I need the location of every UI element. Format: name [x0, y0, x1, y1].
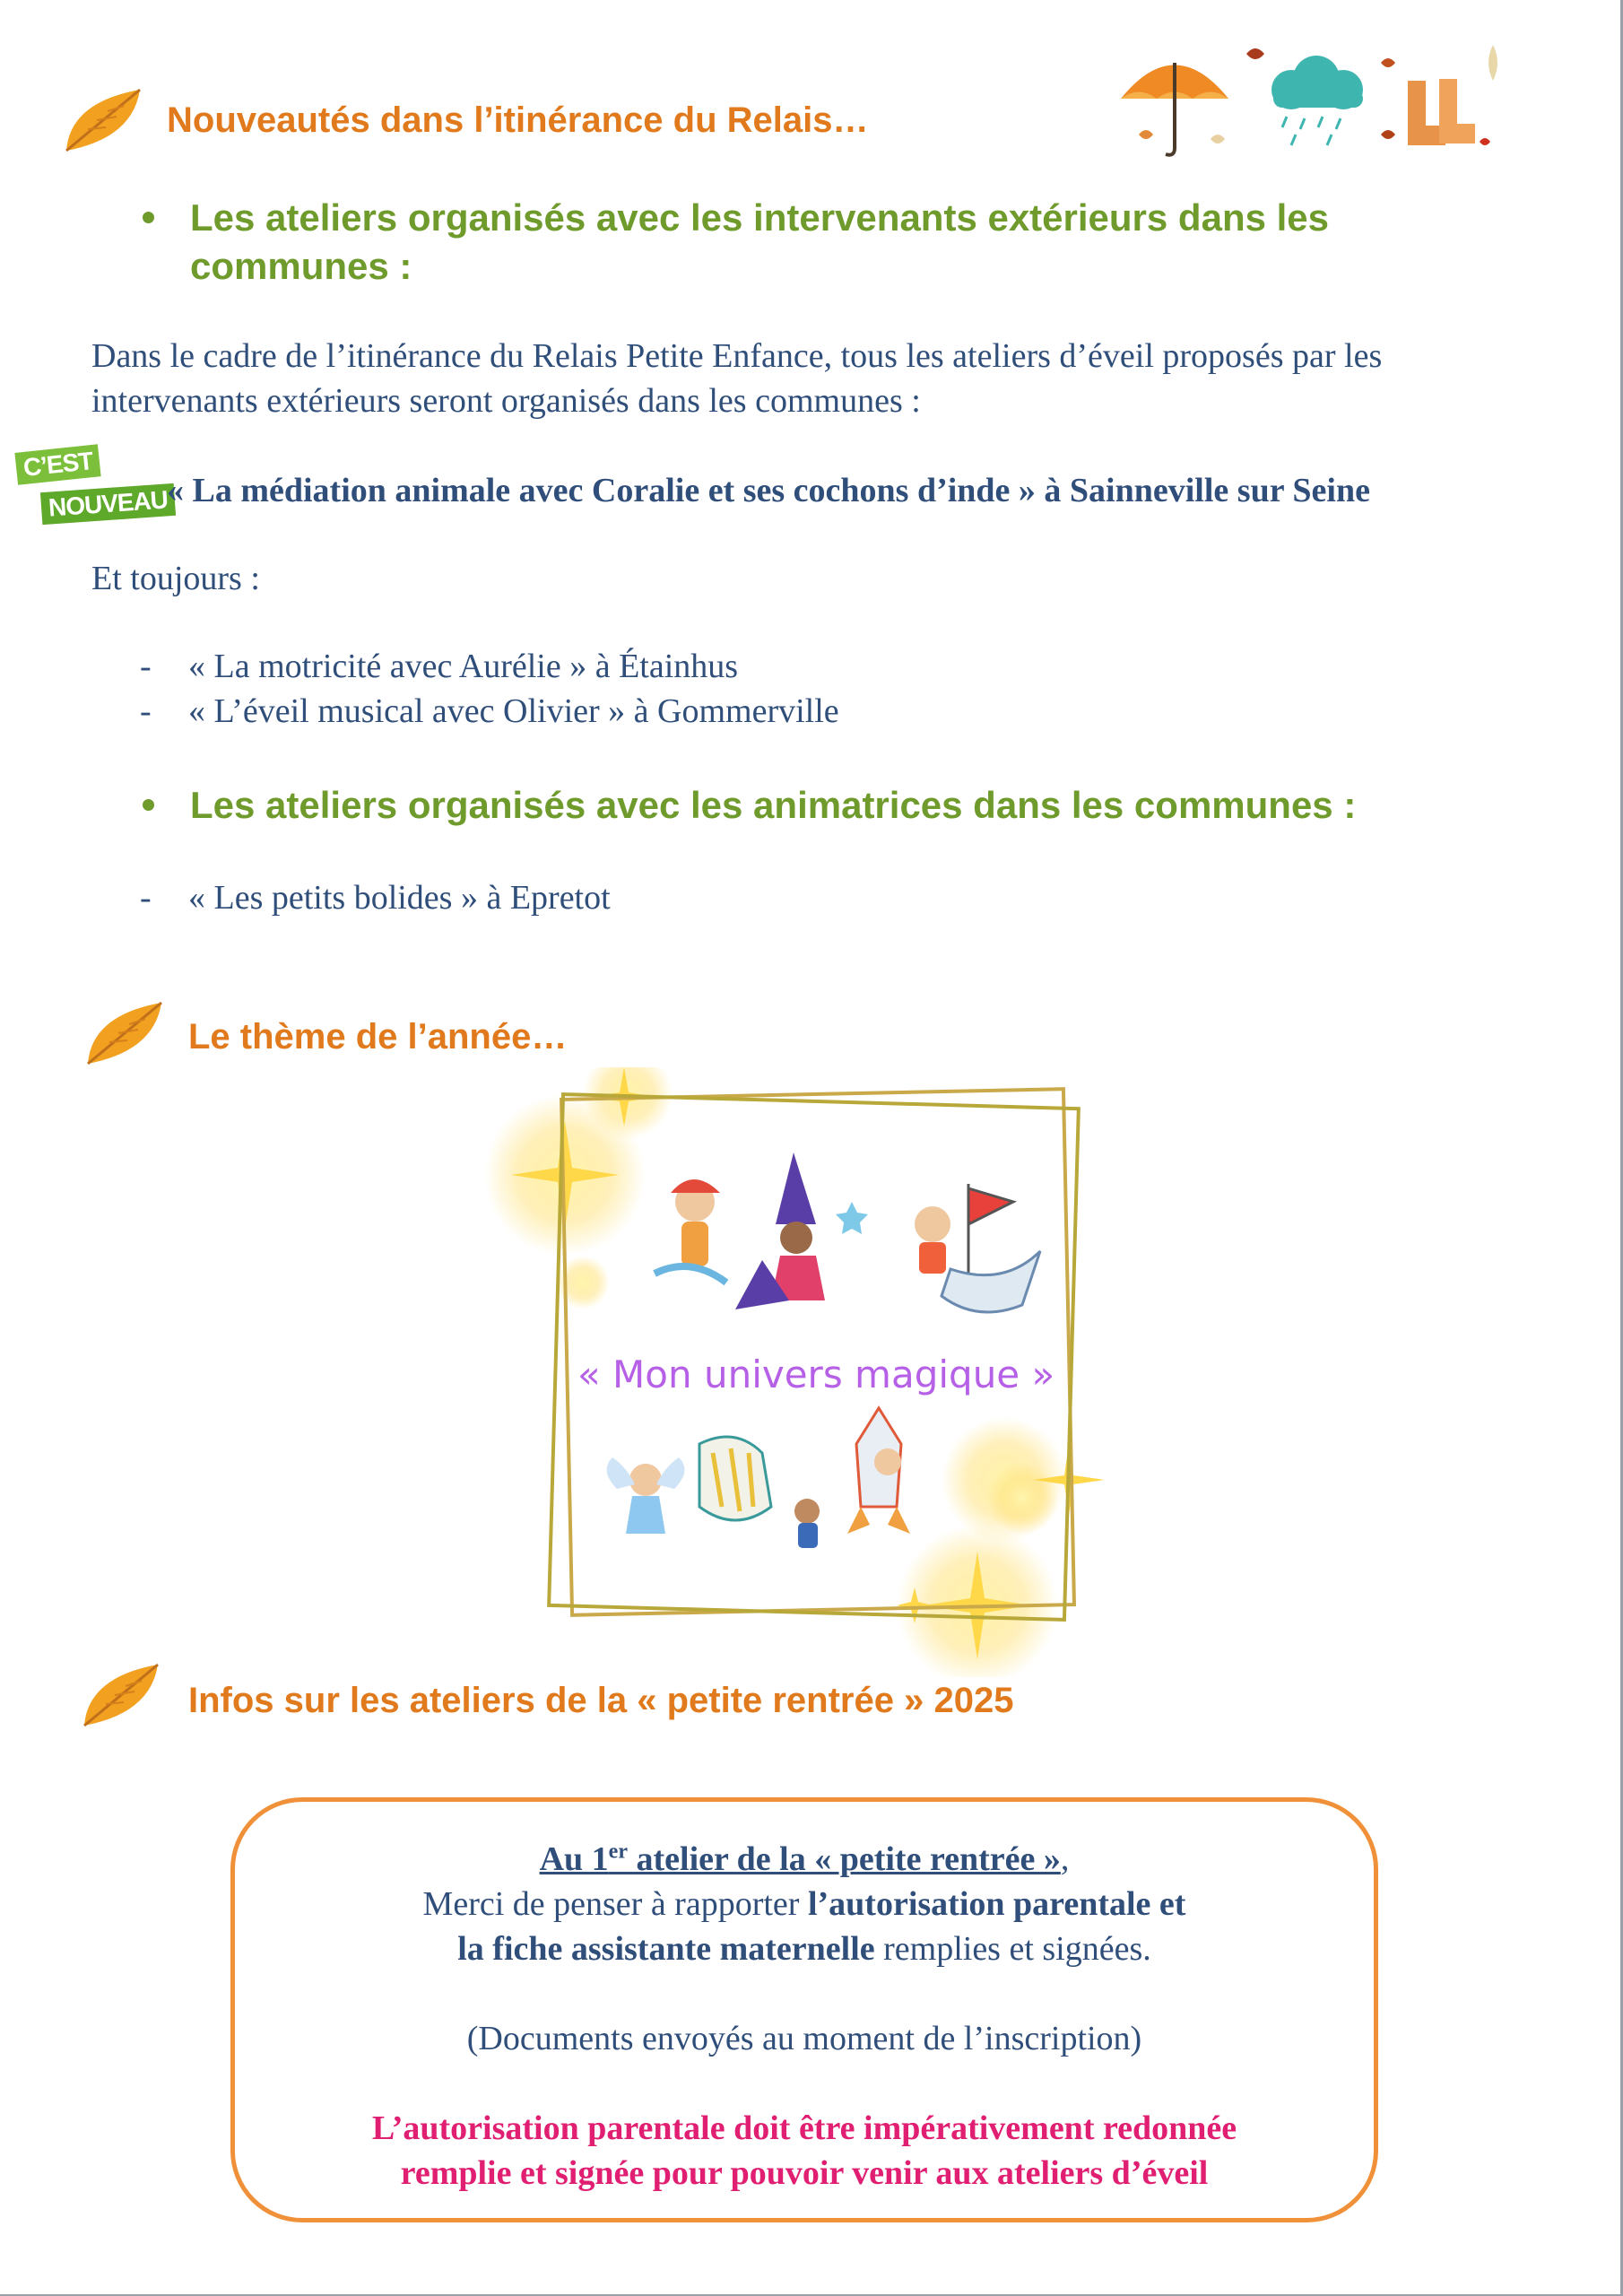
subheading-animatrices: Les ateliers organisés avec les animatrices dans les communes : — [190, 784, 1357, 826]
warning-line-2: remplie et signée pour pouvoir venir aux ateliers d’éveil — [400, 2153, 1209, 2192]
intro-paragraph: Dans le cadre de l’itinérance du Relais Petite Enfance, tous les ateliers d’éveil proposés par les intervenants extérieurs seront organisés dans les communes : — [91, 337, 1383, 420]
list-item-text: « L’éveil musical avec Olivier » à Gommerville — [188, 692, 839, 730]
list-item-text: « Les petits bolides » à Epretot — [188, 879, 611, 917]
box-first-line — [235, 1829, 1374, 1882]
box-second-line — [235, 1882, 1374, 1926]
info-box — [230, 1797, 1378, 2222]
first-workshop-suffix: atelier de la « petite rentrée » — [627, 1839, 1061, 1878]
first-workshop-comma: , — [1060, 1839, 1070, 1878]
animatrice-list — [140, 875, 611, 920]
warning-line-1: L’autorisation parentale doit être impérativement redonnée — [371, 2109, 1237, 2147]
autumn-weather-illustration — [1112, 36, 1524, 161]
reminder-text-2: remplies et signées. — [874, 1929, 1151, 1968]
cest-nouveau-badge — [16, 447, 169, 531]
first-workshop-label — [540, 1840, 1061, 1878]
box-third-line — [235, 1926, 1374, 1971]
section-heading-nouveautes: Nouveautés dans l’itinérance du Relais… — [167, 100, 869, 140]
theme-title: « Mon univers magique » — [577, 1352, 1055, 1396]
bullet-dot — [143, 799, 154, 811]
list-item-text: « La motricité avec Aurélie » à Étainhus — [188, 648, 739, 685]
reminder-bold-2: la fiche assistante maternelle — [457, 1929, 875, 1968]
list-item: - « L’éveil musical avec Olivier » à Gommerville — [140, 692, 839, 730]
new-workshop-item: « La médiation animale avec Coralie et ses cochons d’inde » à Sainneville sur Seine — [167, 472, 1370, 509]
autumn-leaf-icon — [82, 997, 167, 1069]
first-workshop-prefix: Au 1 — [539, 1839, 609, 1878]
list-item: - « Les petits bolides » à Epretot — [140, 879, 611, 917]
autumn-leaf-icon — [61, 84, 145, 156]
autumn-leaf-icon — [79, 1659, 163, 1731]
bullet-dot — [143, 212, 154, 223]
badge-line-1: C’EST — [14, 444, 101, 485]
first-workshop-sup: er — [608, 1839, 628, 1863]
section-heading-infos: Infos sur les ateliers de la « petite rentrée » 2025 — [188, 1681, 1014, 1720]
reminder-text: Merci de penser à rapporter — [422, 1884, 808, 1923]
still-label: Et toujours : — [91, 560, 260, 597]
still-list — [140, 644, 839, 734]
subheading-intervenants: Les ateliers organisés avec les intervenants extérieurs dans les communes : — [190, 196, 1330, 287]
reminder-bold: l’autorisation parentale et — [807, 1884, 1186, 1923]
theme-illustration — [466, 1067, 1112, 1677]
section-heading-theme: Le thème de l’année… — [188, 1017, 568, 1057]
list-item: - « La motricité avec Aurélie » à Étainhus — [140, 648, 739, 685]
documents-note: (Documents envoyés au moment de l’inscription) — [466, 2019, 1142, 2057]
badge-line-2: NOUVEAU — [40, 483, 176, 525]
